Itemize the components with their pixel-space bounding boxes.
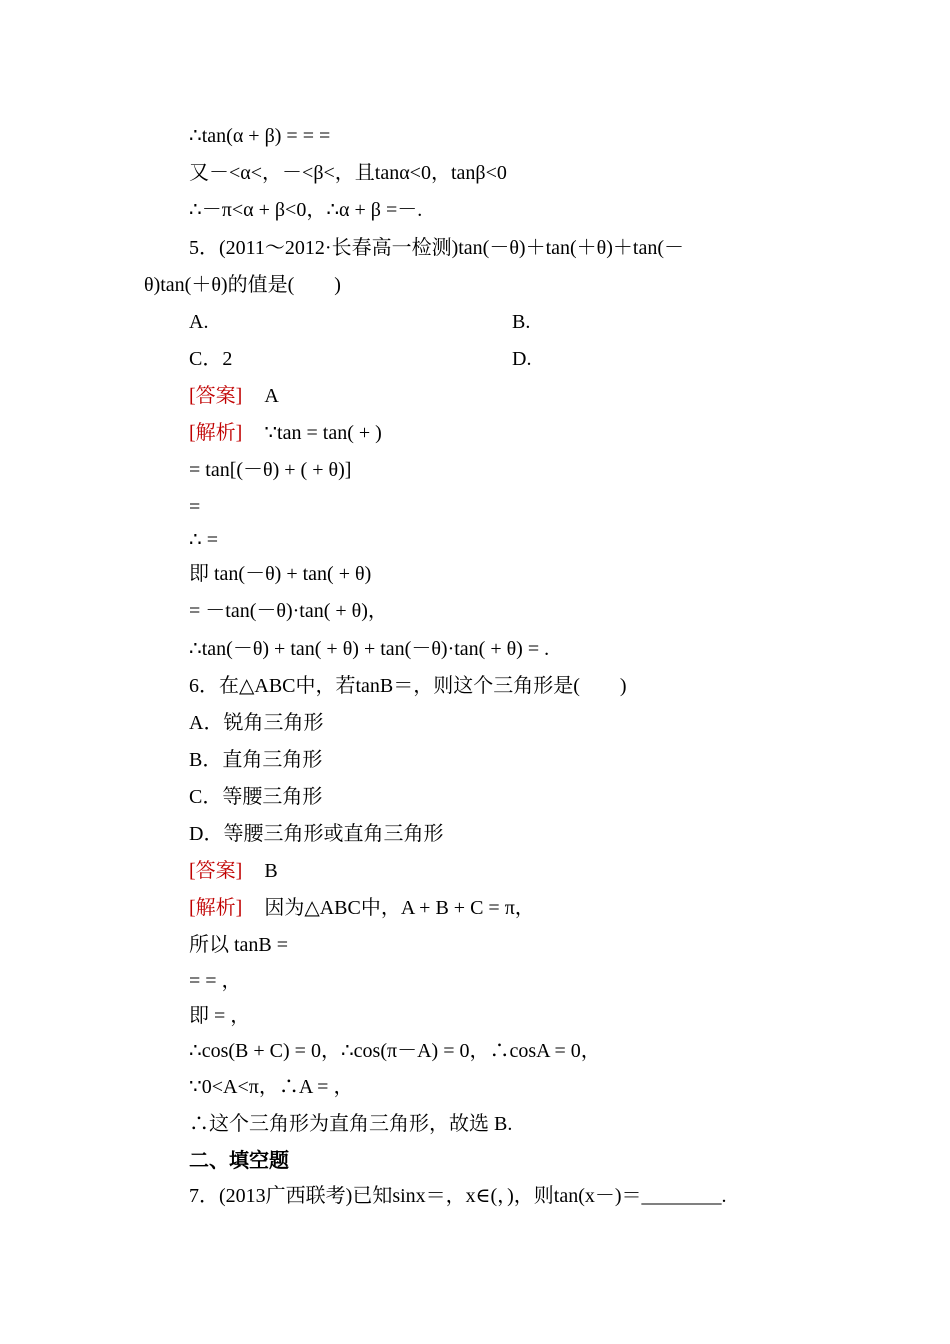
option-a: A．锐角三角形	[189, 712, 324, 734]
solution-line: 即 = ，	[189, 1005, 251, 1027]
option-a: A.	[189, 311, 209, 333]
analysis-text: ∵tan = tan( + )	[264, 422, 382, 444]
analysis-line	[189, 895, 535, 921]
answer-tag: [答案]	[189, 860, 243, 882]
question-5-stem-continued: θ)tan(＋θ)的值是( )	[144, 274, 341, 296]
solution-line: ∴ =	[189, 529, 219, 551]
analysis-text: 因为△ABC中，A + B + C = π，	[264, 897, 535, 919]
solution-line: = = ，	[189, 970, 242, 992]
section-heading: 二、填空题	[189, 1150, 289, 1172]
option-c: C．2	[189, 348, 233, 370]
answer-value: B	[264, 860, 278, 882]
option-d: D．等腰三角形或直角三角形	[189, 823, 444, 845]
answer-line	[189, 383, 279, 409]
solution-line: 又－<α<，－<β<，且tanα<0，tanβ<0	[189, 162, 507, 184]
solution-line: ∴tan(－θ) + tan( + θ) + tan(－θ)·tan( + θ) = .	[189, 638, 550, 660]
option-b: B.	[512, 311, 531, 333]
solution-line: ∴这个三角形为直角三角形，故选 B.	[189, 1113, 513, 1135]
solution-line: 即 tan(－θ) + tan( + θ)	[189, 563, 372, 585]
question-7-stem: 7．(2013广西联考)已知sinx＝，x∈(，)，则tan(x－)＝________.	[189, 1185, 727, 1207]
solution-line: ∵0<A<π，∴A = ，	[189, 1076, 354, 1098]
option-c: C．等腰三角形	[189, 786, 323, 808]
option-b: B．直角三角形	[189, 749, 323, 771]
analysis-tag: [解析]	[189, 422, 243, 444]
answer-tag: [答案]	[189, 385, 243, 407]
answer-line	[189, 858, 278, 884]
answer-value: A	[264, 385, 279, 407]
solution-line: = －tan(－θ)·tan( + θ)，	[189, 600, 388, 622]
solution-line: ∴cos(B + C) = 0，∴cos(π－A) = 0，∴cosA = 0，	[189, 1040, 601, 1062]
solution-line: ∴tan(α + β) = = =	[189, 125, 331, 147]
option-d: D.	[512, 348, 532, 370]
solution-line: 所以 tanB =	[189, 934, 289, 956]
solution-line: =	[189, 496, 201, 518]
question-6-stem: 6．在△ABC中，若tanB＝，则这个三角形是( )	[189, 675, 627, 697]
solution-line: ∴－π<α + β<0，∴α + β =－.	[189, 199, 423, 221]
analysis-tag: [解析]	[189, 897, 243, 919]
question-5-stem: 5．(2011～2012·长春高一检测)tan(－θ)＋tan(＋θ)＋tan(－	[189, 237, 684, 259]
solution-line: = tan[(－θ) + ( + θ)]	[189, 459, 352, 481]
analysis-line	[189, 420, 382, 446]
